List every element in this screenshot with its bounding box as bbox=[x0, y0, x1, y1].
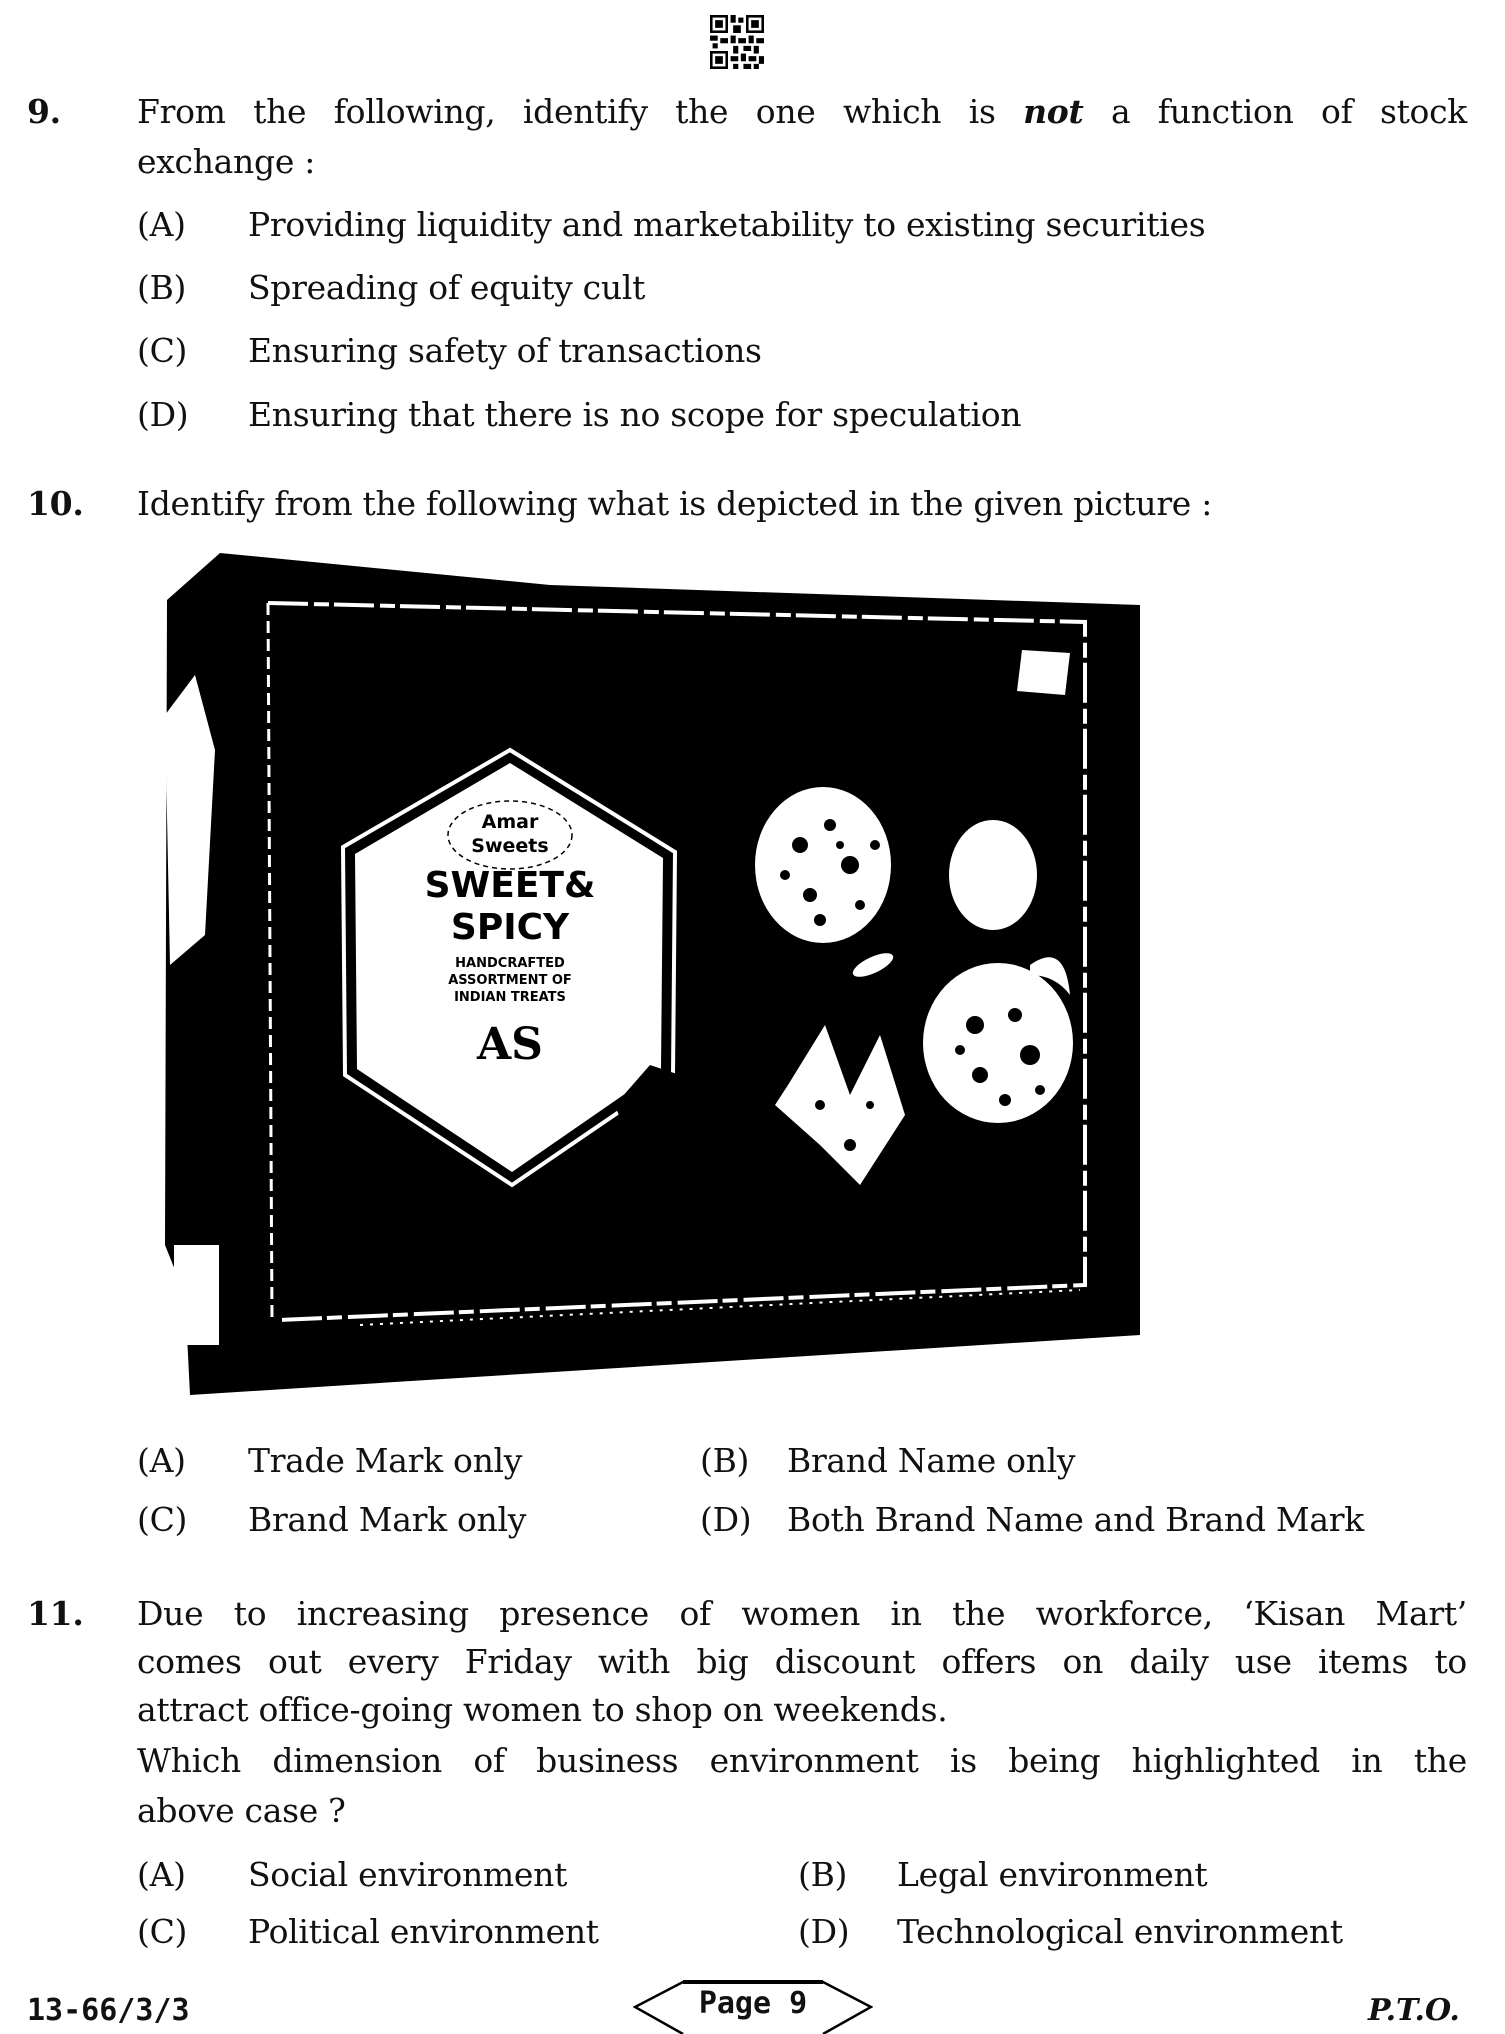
option-label: (C) bbox=[137, 1500, 188, 1539]
option-text: Providing liquidity and marketability to existing securities bbox=[248, 205, 1206, 244]
brand-name-text bbox=[450, 810, 570, 858]
option-label: (A) bbox=[137, 205, 186, 244]
option-text: Brand Name only bbox=[787, 1441, 1076, 1480]
option-text: Spreading of equity cult bbox=[248, 268, 646, 307]
option-label: (B) bbox=[700, 1441, 750, 1480]
option-text: Political environment bbox=[248, 1912, 599, 1951]
option-text: Ensuring that there is no scope for speculation bbox=[248, 395, 1022, 434]
option-text: Brand Mark only bbox=[248, 1500, 527, 1539]
question-text-line: attract office-going women to shop on weekends. bbox=[137, 1690, 948, 1729]
option-text: Ensuring safety of transactions bbox=[248, 331, 762, 370]
please-turn-over: P.T.O. bbox=[1368, 1993, 1460, 2028]
title-line: SPICY bbox=[450, 907, 570, 948]
option-label: (A) bbox=[137, 1855, 186, 1894]
package-box-graphic bbox=[160, 545, 1150, 1405]
option-text: Legal environment bbox=[897, 1855, 1208, 1894]
option-label: (B) bbox=[798, 1855, 848, 1894]
question-text-line bbox=[137, 92, 1467, 132]
tagline-line: INDIAN TREATS bbox=[454, 990, 566, 1005]
qr-code-icon bbox=[710, 15, 764, 69]
question-number: 11. bbox=[27, 1594, 84, 1633]
product-package-picture bbox=[160, 545, 1150, 1405]
question-text: a function of stock bbox=[1083, 92, 1468, 131]
option-text: Social environment bbox=[248, 1855, 568, 1894]
question-text-line: comes out every Friday with big discount offers on daily use items to bbox=[137, 1642, 1467, 1681]
brand-line: Amar bbox=[481, 811, 539, 833]
option-label: (B) bbox=[137, 268, 187, 307]
page-number-badge bbox=[633, 1980, 873, 2034]
question-text: From the following, identify the one which is bbox=[137, 92, 1024, 131]
option-label: (D) bbox=[137, 395, 189, 434]
page-number: Page 9 bbox=[698, 1986, 808, 2021]
tagline-line: ASSORTMENT OF bbox=[448, 973, 572, 988]
question-text-line: Which dimension of business environment is being highlighted in the bbox=[137, 1741, 1467, 1780]
question-text-line: Due to increasing presence of women in the workforce, ‘Kisan Mart’ bbox=[137, 1594, 1467, 1633]
question-text-line: exchange : bbox=[137, 142, 316, 181]
option-text: Both Brand Name and Brand Mark bbox=[787, 1500, 1364, 1539]
tagline-line: HANDCRAFTED bbox=[455, 956, 565, 971]
brand-mark-logo: AS bbox=[477, 1019, 543, 1070]
option-label: (D) bbox=[700, 1500, 752, 1539]
brand-line: Sweets bbox=[471, 835, 549, 857]
question-text: Identify from the following what is depicted in the given picture : bbox=[137, 484, 1213, 523]
option-label: (D) bbox=[798, 1912, 850, 1951]
option-text: Trade Mark only bbox=[248, 1441, 523, 1480]
option-text: Technological environment bbox=[897, 1912, 1343, 1951]
question-number: 9. bbox=[27, 92, 61, 131]
product-title-text bbox=[380, 865, 640, 949]
option-label: (C) bbox=[137, 1912, 188, 1951]
option-label: (C) bbox=[137, 331, 188, 370]
question-text-line: above case ? bbox=[137, 1791, 346, 1830]
option-label: (A) bbox=[137, 1441, 186, 1480]
tagline-text bbox=[390, 955, 630, 1006]
paper-code: 13-66/3/3 bbox=[27, 1993, 190, 2028]
title-line: SWEET& bbox=[424, 865, 596, 906]
emphasis-text: not bbox=[1023, 92, 1084, 131]
question-number: 10. bbox=[27, 484, 84, 523]
